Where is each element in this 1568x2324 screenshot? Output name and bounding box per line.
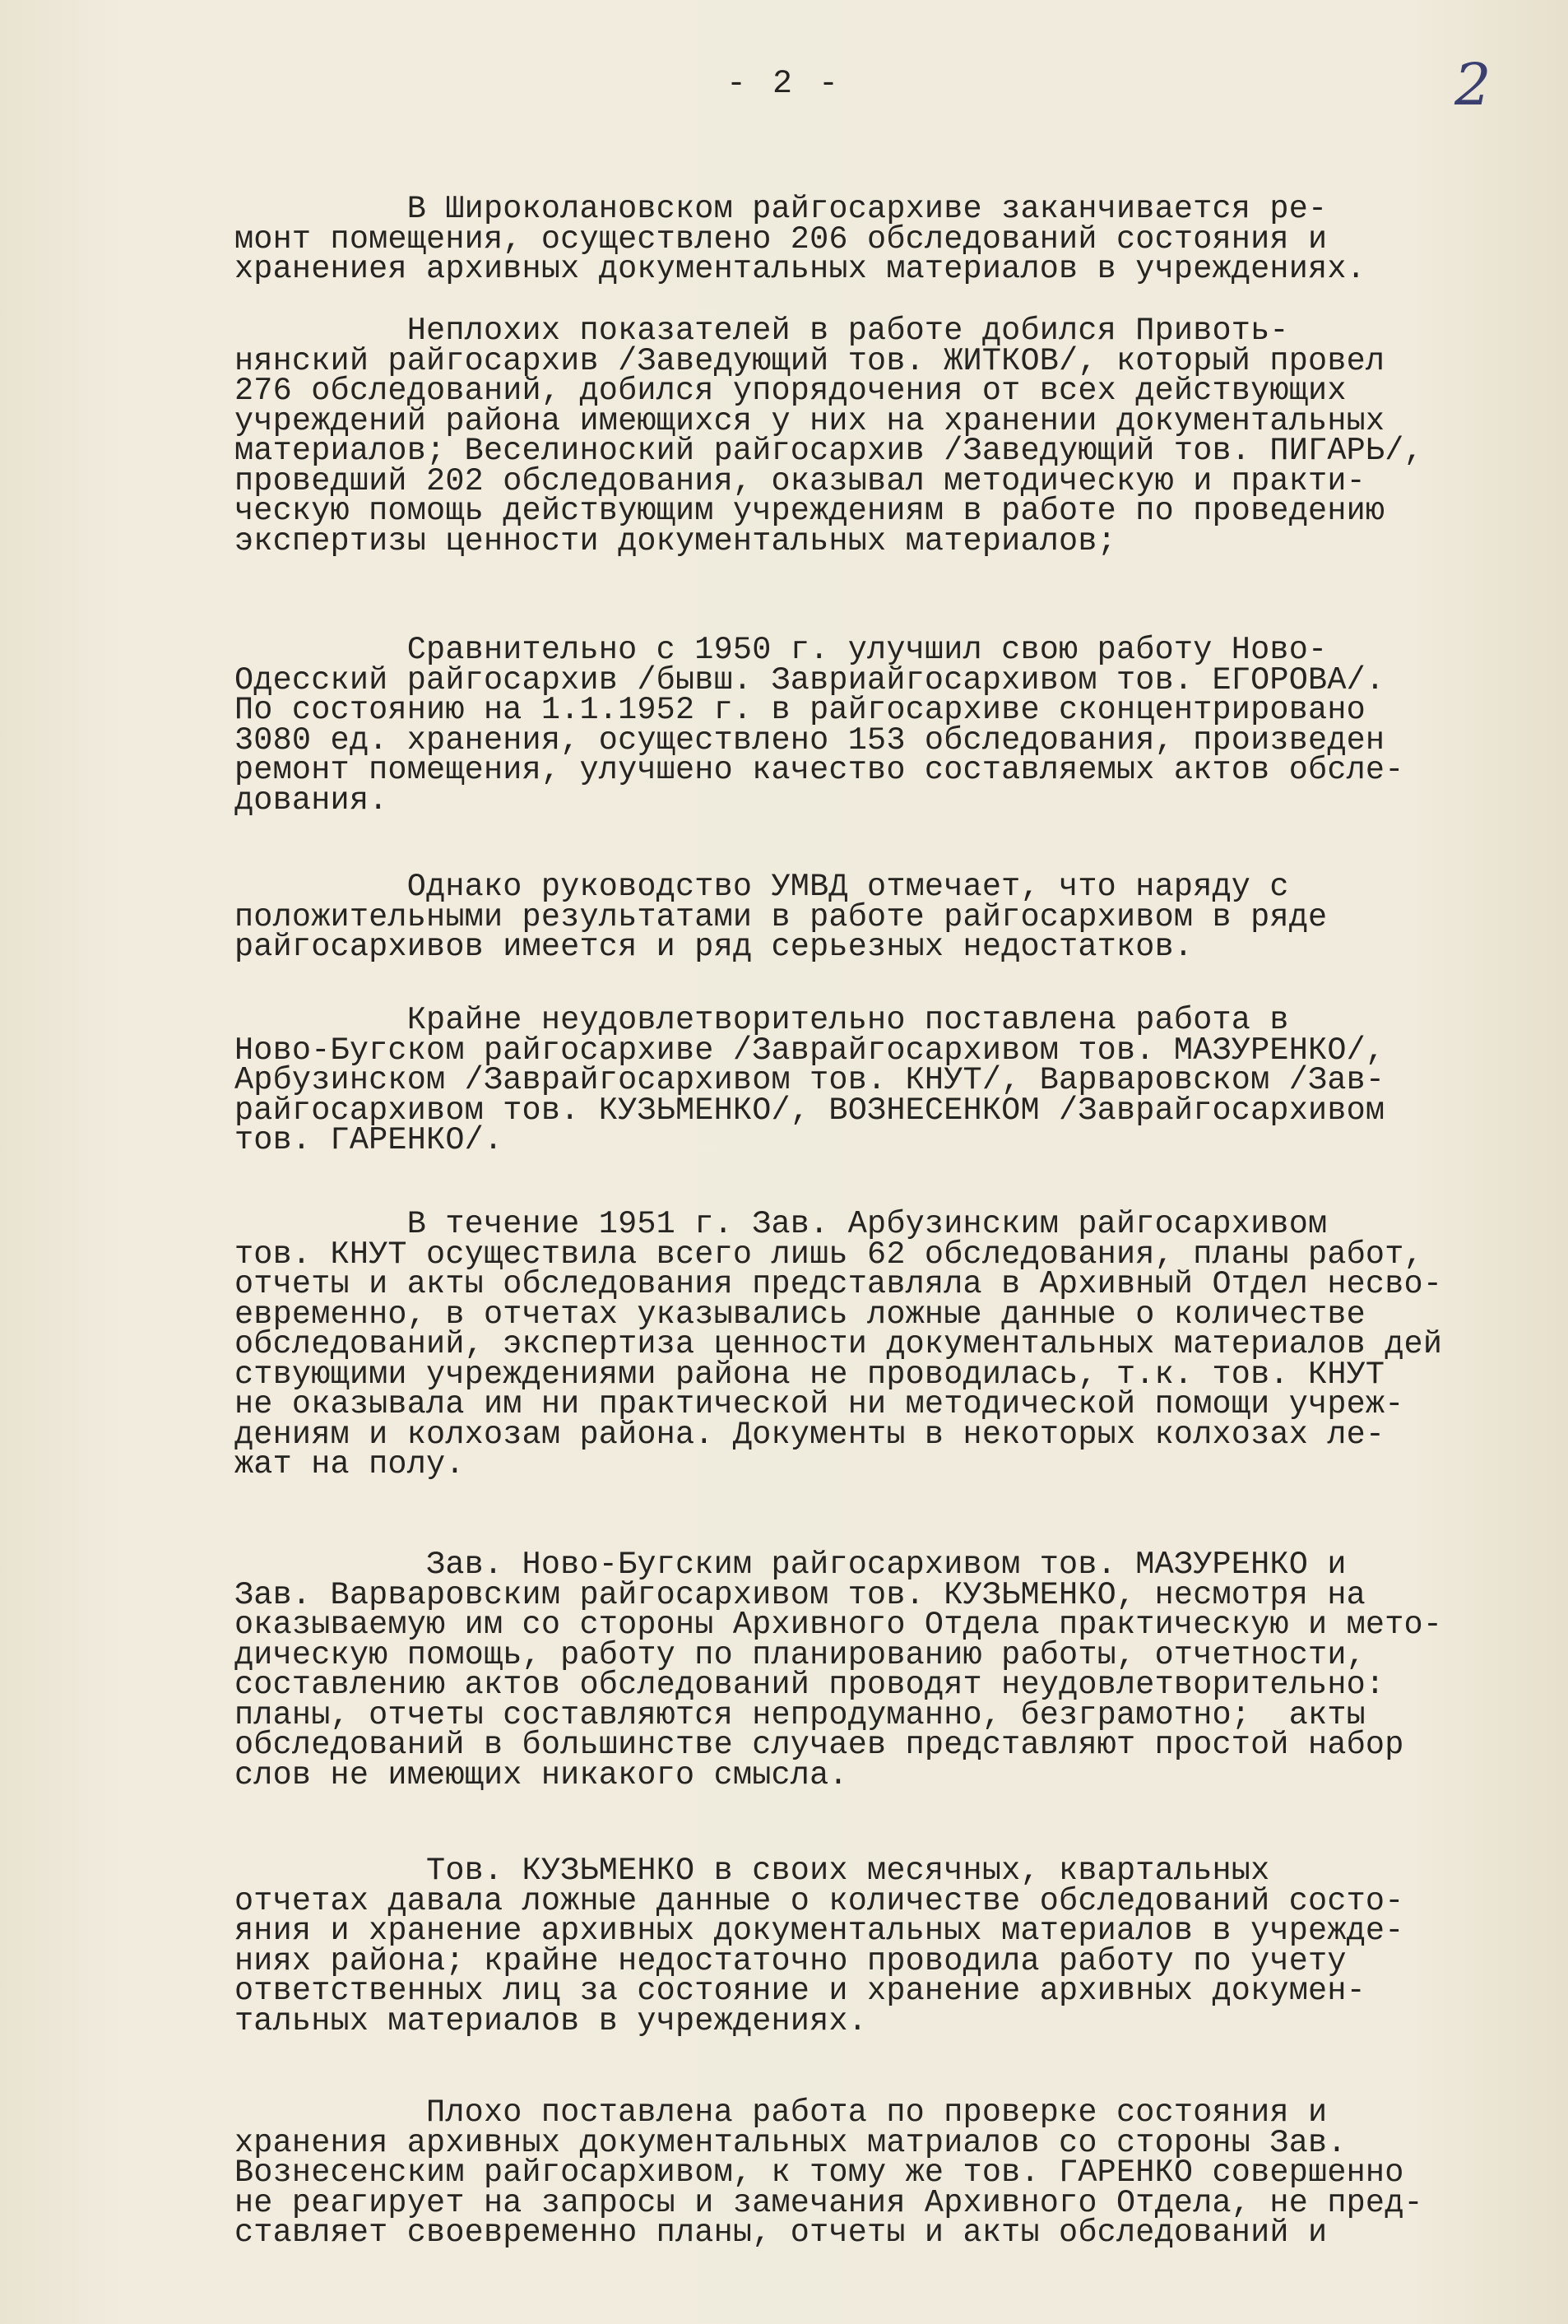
text-line: дическую помощь, работу по планированию работы, отчетности, [234, 1636, 1366, 1673]
paragraph [234, 1547, 1443, 1793]
paragraph [234, 632, 1404, 819]
text-line: Вознесенским райгосархивом, к тому же тов. ГАРЕНКО совершенно [234, 2155, 1404, 2191]
text-line: отчетах давала ложные данные о количестве обследований состо- [234, 1882, 1404, 1919]
text-line: тов. ГАРЕНКО/. [234, 1122, 503, 1158]
text-line: Зав. Ново-Бугским райгосархивом тов. МАЗУРЕНКО и [234, 1547, 1347, 1583]
text-line: райгосархивом тов. КУЗЬМЕНКО/, ВОЗНЕСЕНКОМ /Заврайгосархивом [234, 1092, 1385, 1129]
text-line: Крайне неудовлетворительно поставлена работа в [234, 1002, 1289, 1038]
text-line: Сравнительно с 1950 г. улучшил свою работу Ново- [234, 632, 1328, 668]
text-line: райгосархивов имеется и ряд серьезных недостатков. [234, 929, 1194, 965]
text-line: слов не имеющих никакого смысла. [234, 1756, 848, 1793]
text-line: Арбузинском /Заврайгосархивом тов. КНУТ/, Варваровском /Зав- [234, 1062, 1385, 1098]
text-line: В течение 1951 г. Зав. Арбузинским райгосархивом [234, 1206, 1328, 1242]
text-line: материалов; Веселиноский райгосархив /Заведующий тов. ПИГАРЬ/, [234, 433, 1423, 469]
paragraph [234, 1002, 1385, 1158]
text-line: обследований, экспертиза ценности документальных материалов дей [234, 1326, 1443, 1362]
text-line: евременно, в отчетах указывались ложные данные о количестве [234, 1296, 1366, 1333]
handwritten-page-number: 2 [1454, 51, 1491, 118]
text-line: Плохо поставлена работа по проверке состояния и [234, 2094, 1328, 2131]
paragraph [234, 1853, 1404, 2039]
paragraph [234, 1206, 1443, 1482]
text-line: дениям и колхозам района. Документы в некоторых колхозах ле- [234, 1416, 1385, 1453]
text-line: Тов. КУЗЬМЕНКО в своих месячных, квартальных [234, 1853, 1270, 1889]
text-line: Однако руководство УМВД отмечает, что наряду с [234, 869, 1289, 905]
text-line: жат на полу. [234, 1446, 465, 1482]
text-line: дования. [234, 782, 388, 819]
text-line: не оказывала им ни практической ни методической помощи учреж- [234, 1386, 1404, 1422]
text-line: Ново-Бугском райгосархиве /Заврайгосархивом тов. МАЗУРЕНКО/, [234, 1032, 1385, 1069]
text-line: Неплохих показателей в работе добился Привоть- [234, 313, 1289, 349]
text-line: учреждений района имеющихся у них на хранении документальных [234, 402, 1385, 439]
text-line: ответственных лиц за состояние и хранение архивных докумен- [234, 1973, 1366, 2009]
text-line: оказываемую им со стороны Архивного Отдела практическую и мето- [234, 1607, 1443, 1643]
text-line: ниях района; крайне недостаточно проводила работу по учету [234, 1942, 1347, 1979]
text-line: хранениея архивных документальных материалов в учреждениях. [234, 251, 1366, 287]
paragraph [234, 2094, 1423, 2251]
text-line: тов. КНУТ осуществила всего лишь 62 обследования, планы работ, [234, 1236, 1423, 1273]
text-line: ческую помощь действующим учреждениям в работе по проведению [234, 493, 1385, 529]
text-line: Зав. Варваровским райгосархивом тов. КУЗЬМЕНКО, несмотря на [234, 1576, 1366, 1613]
text-line: В Широколановском райгосархиве заканчивается ре- [234, 191, 1328, 227]
paragraph [234, 191, 1366, 287]
text-line: составлению актов обследований проводят неудовлетворительно: [234, 1667, 1385, 1703]
text-line: ремонт помещения, улучшено качество составляемых актов обсле- [234, 752, 1404, 788]
text-line: тальных материалов в учреждениях. [234, 2002, 868, 2039]
text-line: 3080 ед. хранения, осуществлено 153 обследования, произведен [234, 721, 1385, 758]
text-line: отчеты и акты обследования представляла в Архивный Отдел несво- [234, 1266, 1443, 1302]
text-line: яния и хранение архивных документальных материалов в учрежде- [234, 1913, 1404, 1949]
paragraph [234, 869, 1328, 965]
paragraph [234, 313, 1423, 559]
text-line: По состоянию на 1.1.1952 г. в райгосархиве сконцентрировано [234, 692, 1366, 728]
text-line: планы, отчеты составляются непродуманно, безграмотно; акты [234, 1696, 1366, 1733]
text-line: ствующими учреждениями района не проводилась, т.к. тов. КНУТ [234, 1356, 1385, 1393]
page-number: - 2 - [726, 66, 842, 103]
text-line: не реагирует на запросы и замечания Архивного Отдела, не пред- [234, 2184, 1423, 2221]
text-line: проведший 202 обследования, оказывал методическую и практи- [234, 462, 1366, 499]
text-line: обследований в большинстве случаев представляют простой набор [234, 1727, 1404, 1763]
text-line: хранения архивных документальных матриалов со стороны Зав. [234, 2124, 1347, 2161]
text-line: нянский райгосархив /Заведующий тов. ЖИТКОВ/, который провел [234, 342, 1385, 379]
text-line: ставляет своевременно планы, отчеты и акты обследований и [234, 2215, 1328, 2251]
text-line: Одесский райгосархив /бывш. Завриайгосархивом тов. ЕГОРОВА/. [234, 661, 1385, 698]
text-line: положительными результатами в работе райгосархивом в ряде [234, 898, 1328, 935]
text-line: 276 обследований, добился упорядочения от всех действующих [234, 373, 1347, 409]
text-line: монт помещения, осуществлено 206 обследований состояния и [234, 220, 1328, 257]
text-line: экспертизы ценности документальных материалов; [234, 522, 1116, 559]
